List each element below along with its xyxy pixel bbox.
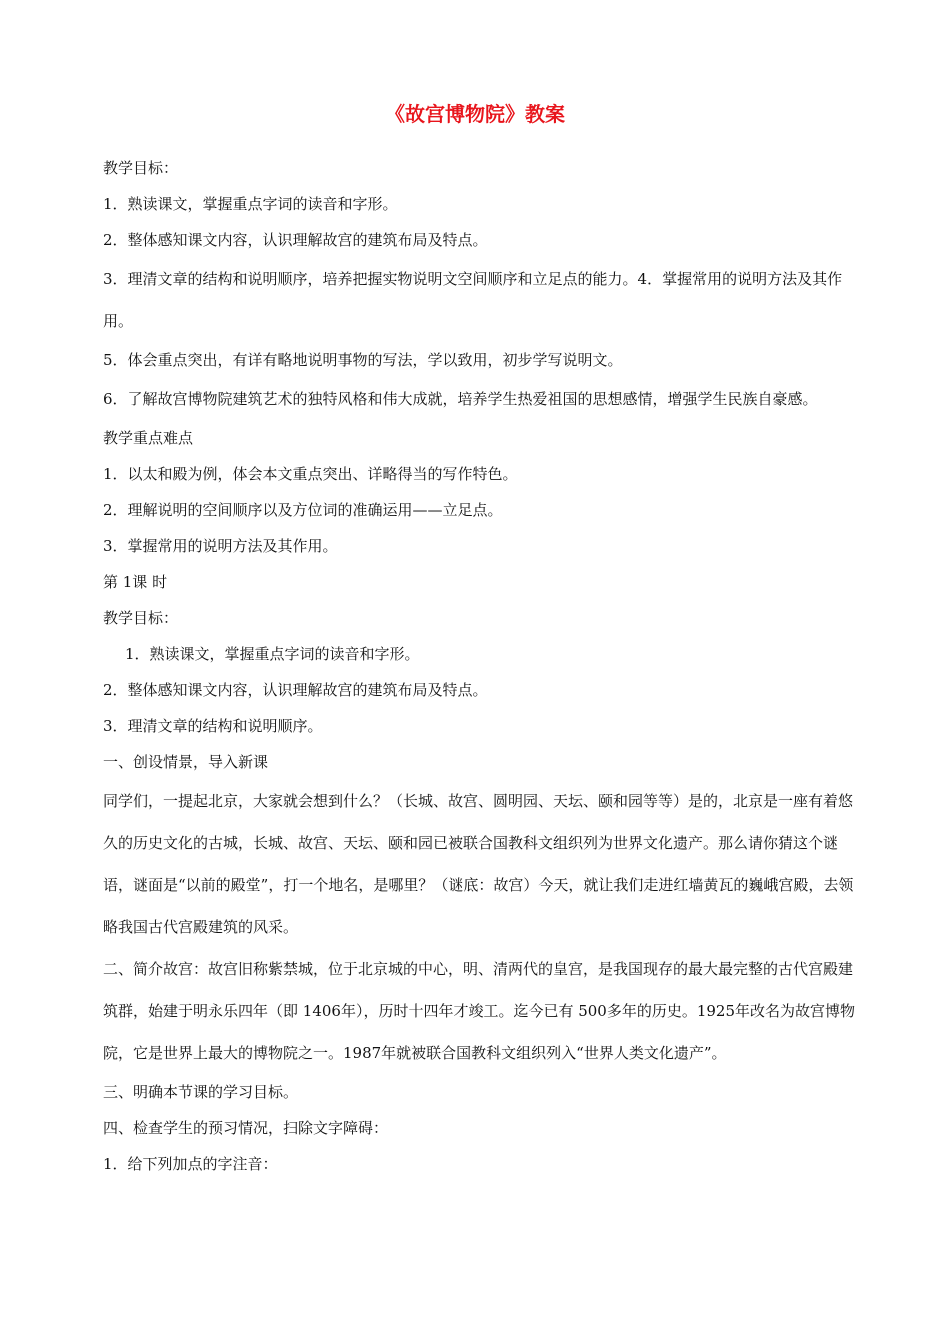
objective-item-2: 2．整体感知课文内容，认识理解故宫的建筑布局及特点。 (103, 231, 488, 249)
objective-item-1: 1．熟读课文，掌握重点字词的读音和字形。 (103, 195, 398, 213)
objective-item-3-4: 3．理清文章的结构和说明顺序，培养把握实物说明文空间顺序和立足点的能力。4．掌握常用的说明方法及其作用。 (103, 270, 843, 330)
key-point-item-3: 3．掌握常用的说明方法及其作用。 (103, 537, 338, 555)
objective-item-5: 5．体会重点突出，有详有略地说明事物的写法，学以致用，初步学写说明文。 (103, 351, 623, 369)
document-title: 《故宫博物院》教案 (385, 102, 565, 126)
lesson-objective-item-1: 1．熟读课文，掌握重点字词的读音和字形。 (125, 645, 420, 663)
lesson-objective-item-2: 2．整体感知课文内容，认识理解故宫的建筑布局及特点。 (103, 681, 488, 699)
exercise-item-1: 1．给下列加点的字注音： (103, 1155, 278, 1173)
step-heading-3: 三、明确本节课的学习目标。 (103, 1083, 299, 1101)
palace-intro-paragraph: 二、简介故宫：故宫旧称紫禁城，位于北京城的中心，明、清两代的皇宫，是我国现存的最大最完整的古代宫殿建筑群，始建于明永乐四年（即 1406年），历时十四年才竣工。迄今已有 500多年的历史。1925年改名为故宫博物院，它是世界上最大的博物院之一。1987年就被联合国教科文组织列入“世界人类文化遗产”。 (103, 960, 856, 1062)
section-heading-lesson-objectives: 教学目标： (103, 609, 179, 627)
lesson-heading: 第 1课 时 (103, 573, 168, 591)
document-body (103, 150, 863, 1182)
key-point-item-1: 1．以太和殿为例，体会本文重点突出、详略得当的写作特色。 (103, 465, 518, 483)
lesson-objective-item-3: 3．理清文章的结构和说明顺序。 (103, 717, 323, 735)
key-point-item-2: 2．理解说明的空间顺序以及方位词的准确运用——立足点。 (103, 501, 503, 519)
section-heading-objectives: 教学目标： (103, 159, 179, 177)
objective-item-6: 6．了解故宫博物院建筑艺术的独特风格和伟大成就，培养学生热爱祖国的思想感情，增强学生民族自豪感。 (103, 390, 818, 408)
intro-paragraph: 同学们，一提起北京，大家就会想到什么？（长城、故宫、圆明园、天坛、颐和园等等）是的，北京是一座有着悠久的历史文化的古城，长城、故宫、天坛、颐和园已被联合国教科文组织列为世界文化遗产。那么请你猜这个谜语，谜面是“以前的殿堂”，打一个地名，是哪里？（谜底：故宫）今天，就让我们走进红墙黄瓦的巍峨宫殿，去领略我国古代宫殿建筑的风采。 (103, 792, 854, 936)
section-heading-key-points: 教学重点难点 (103, 429, 194, 447)
step-heading-1: 一、创设情景，导入新课 (103, 753, 269, 771)
step-heading-4: 四、检查学生的预习情况，扫除文字障碍： (103, 1119, 389, 1137)
